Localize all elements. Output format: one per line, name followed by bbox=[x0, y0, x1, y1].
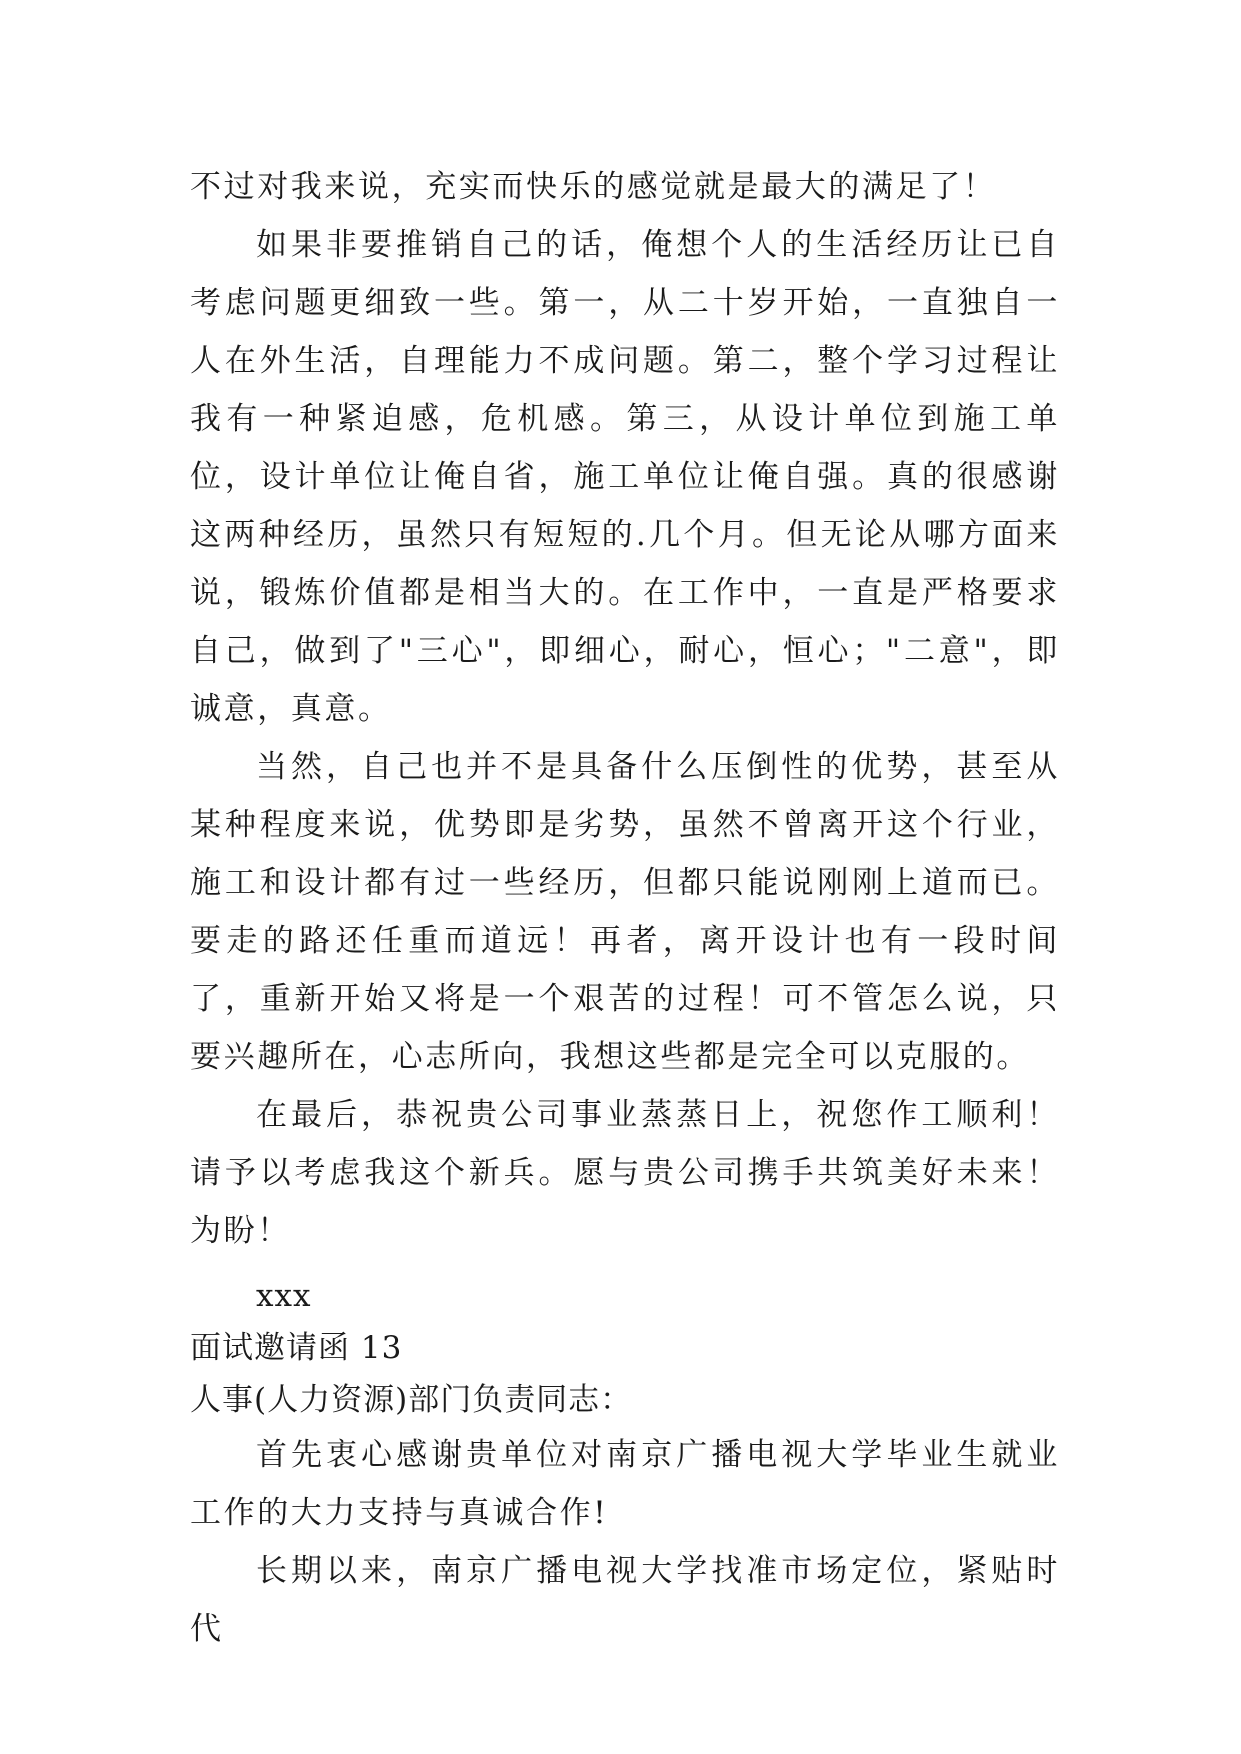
letter-paragraph-1: 首先衷心感谢贵单位对南京广播电视大学毕业生就业工作的大力支持与真诚合作! bbox=[190, 1437, 1060, 1531]
letter-paragraph-2: 长期以来，南京广播电视大学找准市场定位，紧贴时代 bbox=[190, 1553, 1060, 1647]
paragraph-3: 当然，自己也并不是具备什么压倒性的优势，甚至从某种程度来说，优势即是劣势，虽然不曾离开这个行业，施工和设计都有过一些经历，但都只能说刚刚上道而已。要走的路还任重而道远！再者，离开设计也有一段时间了，重新开始又将是一个艰苦的过程！可不管怎么说，只要兴趣所在，心志所向，我想这些都是完全可以克服的。 bbox=[190, 749, 1060, 1075]
section-title: 面试邀请函 13 bbox=[190, 1330, 403, 1366]
salutation: 人事(人力资源)部门负责同志： bbox=[190, 1382, 633, 1418]
paragraph-2: 如果非要推销自己的话，俺想个人的生活经历让已自考虑问题更细致一些。第一，从二十岁开始，一直独自一人在外生活，自理能力不成问题。第二，整个学习过程让我有一种紧迫感，危机感。第三，从设计单位到施工单位，设计单位让俺自省，施工单位让俺自强。真的很感谢这两种经历，虽然只有短短的.几个月。但无论从哪方面来说，锻炼价值都是相当大的。在工作中，一直是严格要求自己，做到了"三心"，即细心，耐心，恒心；"二意"，即诚意，真意。 bbox=[190, 227, 1060, 727]
signature: xxx bbox=[256, 1278, 312, 1314]
paragraph-4: 在最后，恭祝贵公司事业蒸蒸日上，祝您作工顺利！请予以考虑我这个新兵。愿与贵公司携手共筑美好未来！为盼！ bbox=[190, 1097, 1060, 1249]
paragraph-1: 不过对我来说，充实而快乐的感觉就是最大的满足了！ bbox=[190, 169, 997, 205]
document-body bbox=[190, 158, 1060, 1658]
